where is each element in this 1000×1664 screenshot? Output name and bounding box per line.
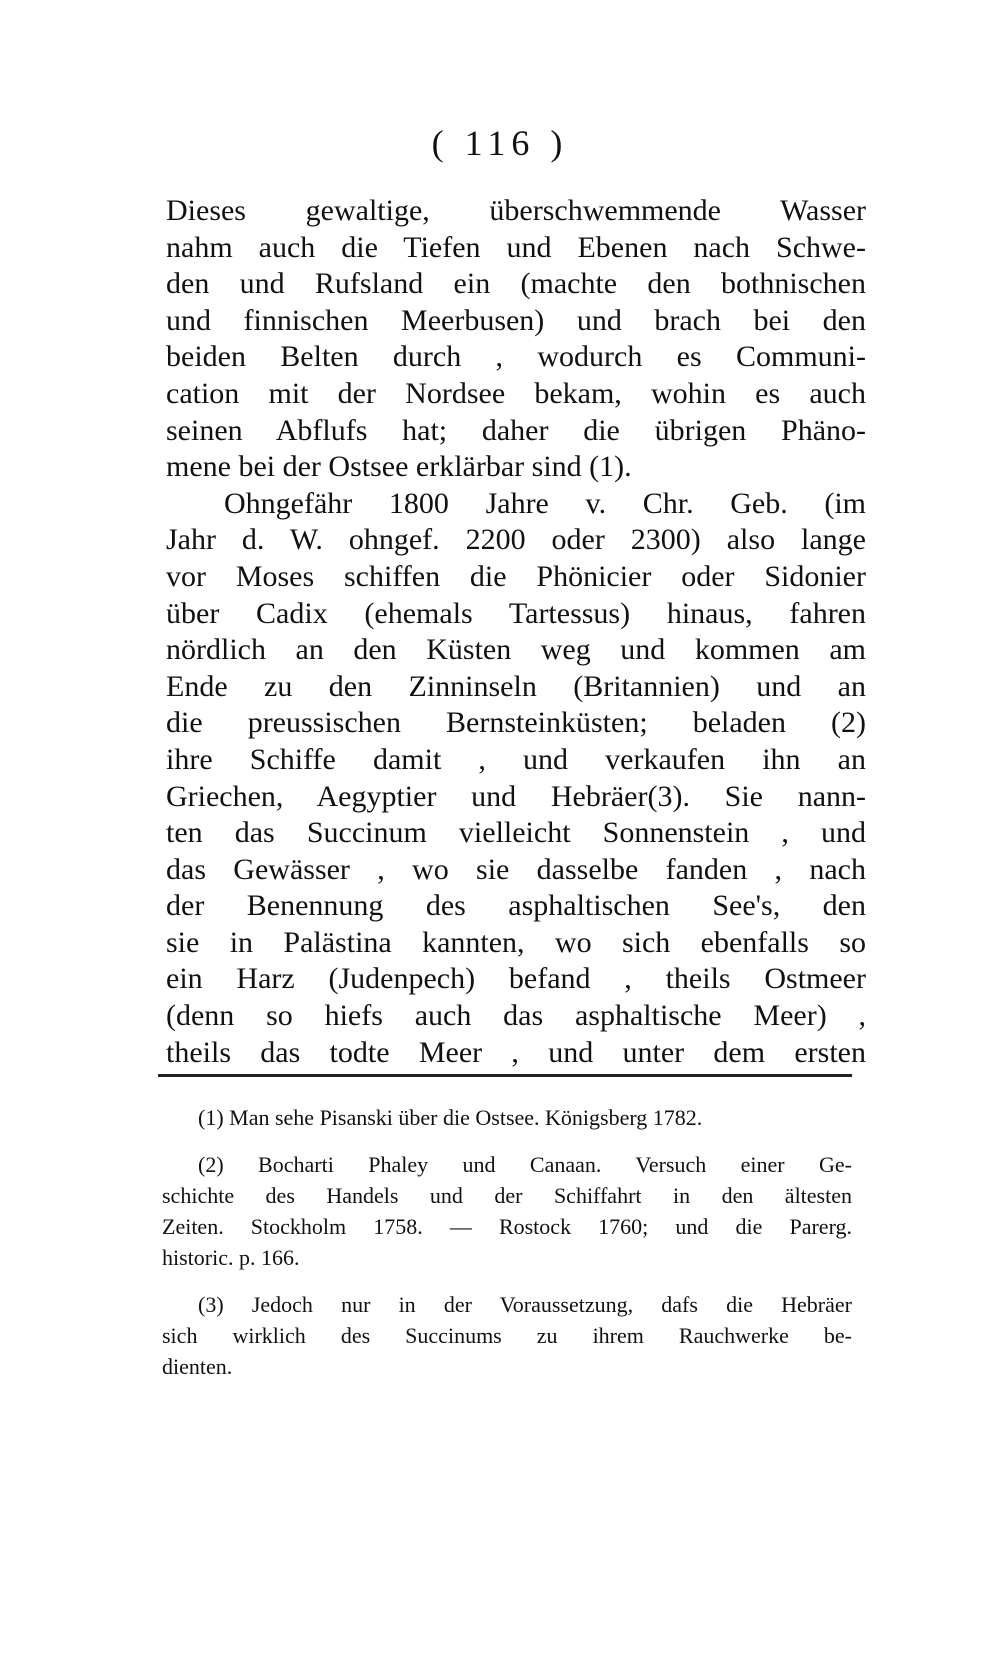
body-text (166, 193, 866, 1071)
body-line: ihre Schiffe damit , und verkaufen ihn an (166, 742, 866, 776)
body-line: der Benennung des asphaltischen See's, den (166, 889, 866, 923)
footnote-line: schichte des Handels und der Schiffahrt in den ältesten (162, 1183, 852, 1208)
body-line: seinen Abflufs hat; daher die übrigen Phäno- (166, 413, 866, 447)
body-line: Ohngefähr 1800 Jahre v. Chr. Geb. (im (224, 486, 866, 520)
body-line: cation mit der Nordsee bekam, wohin es auch (166, 376, 866, 410)
body-line: vor Moses schiffen die Phönicier oder Sidonier (166, 559, 866, 593)
footnote-3 (162, 1289, 852, 1382)
footnote-line: Zeiten. Stockholm 1758. — Rostock 1760; und die Parerg. (162, 1214, 852, 1239)
footnotes (162, 1102, 852, 1398)
body-line: nördlich an den Küsten weg und kommen am (166, 633, 866, 667)
footnote-line: (3) Jedoch nur in der Voraussetzung, dafs die Hebräer (198, 1292, 852, 1317)
body-line: mene bei der Ostsee erklärbar sind (1). (166, 450, 632, 484)
body-line: sie in Palästina kannten, wo sich ebenfalls so (166, 925, 866, 959)
body-line: nahm auch die Tiefen und Ebenen nach Schwe- (166, 230, 866, 264)
body-line: Ende zu den Zinninseln (Britannien) und an (166, 669, 866, 703)
footnote-line: (2) Bocharti Phaley und Canaan. Versuch einer Ge- (198, 1152, 852, 1177)
footnote-2 (162, 1149, 852, 1273)
footnote-line: dienten. (162, 1354, 233, 1379)
body-line: Jahr d. W. ohngef. 2200 oder 2300) also lange (166, 523, 866, 557)
body-line: beiden Belten durch , wodurch es Communi- (166, 340, 866, 374)
body-line: die preussischen Bernsteinküsten; beladen (2) (166, 706, 866, 740)
body-line: Griechen, Aegyptier und Hebräer(3). Sie nann- (166, 779, 866, 813)
footnote-line: historic. p. 166. (162, 1245, 300, 1270)
body-line: (denn so hiefs auch das asphaltische Meer) , (166, 999, 866, 1033)
footnote-line: (1) Man sehe Pisanski über die Ostsee. Königsberg 1782. (198, 1105, 703, 1130)
footnote-1 (162, 1102, 852, 1133)
body-line: ten das Succinum vielleicht Sonnenstein , und (166, 816, 866, 850)
body-line: das Gewässer , wo sie dasselbe fanden , nach (166, 852, 866, 886)
footnote-divider (158, 1074, 852, 1077)
page-number: ( 116 ) (431, 123, 569, 163)
footnote-line: sich wirklich des Succinums zu ihrem Rauchwerke be- (162, 1323, 852, 1348)
body-line: den und Rufsland ein (machte den bothnischen (166, 267, 866, 301)
body-line: über Cadix (ehemals Tartessus) hinaus, fahren (166, 596, 866, 630)
body-line: ein Harz (Judenpech) befand , theils Ostmeer (166, 962, 866, 996)
body-line: Dieses gewaltige, überschwemmende Wasser (166, 194, 866, 227)
body-line: theils das todte Meer , und unter dem ersten (166, 1035, 866, 1069)
body-line: und finnischen Meerbusen) und brach bei den (166, 303, 866, 337)
